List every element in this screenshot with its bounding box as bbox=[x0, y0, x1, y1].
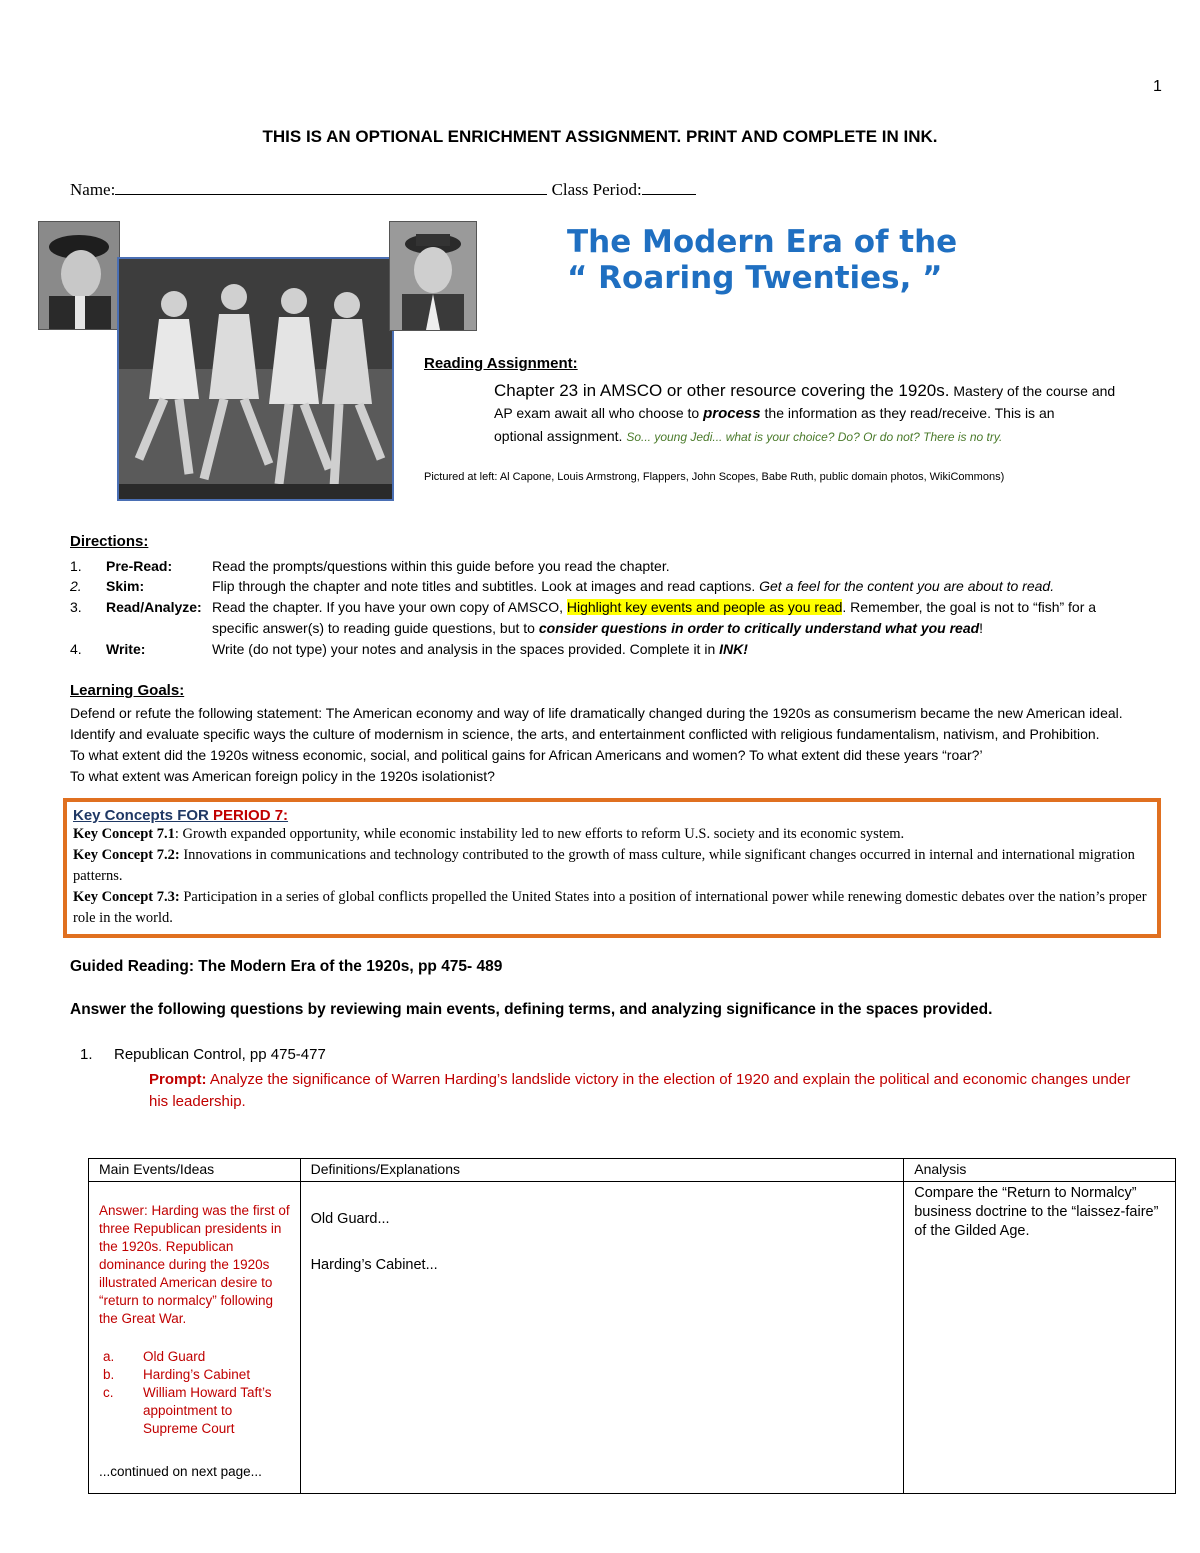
learning-goals-list bbox=[70, 703, 1170, 787]
key-concept-text: Innovations in communications and technology contributed to the growth of mass culture, while significant changes occurred in internal and international migration patterns. bbox=[73, 847, 1135, 884]
direction-item bbox=[70, 556, 1170, 577]
title bbox=[567, 224, 957, 296]
direction-key: Skim: bbox=[106, 578, 145, 594]
answer-instructions: Answer the following questions by reviewing main events, defining terms, and analyzing significance in the spaces provided. bbox=[70, 1001, 993, 1018]
reading-assignment-label: Reading Assignment: bbox=[424, 355, 578, 372]
reading-line2b: the information as they read/receive. This is an bbox=[760, 405, 1055, 421]
answer-text: Answer: Harding was the first of three Republican presidents in the 1920s. Republican dominance during the 1920s illustrated American desire to “return to normalcy” following the Great War. bbox=[99, 1203, 290, 1326]
definitions-cell[interactable] bbox=[300, 1182, 904, 1494]
learning-goal: To what extent did the 1920s witness economic, social, and political gains for African Americans and women? To what extent did these years “roar?’ bbox=[70, 747, 983, 763]
subitem-list bbox=[99, 1348, 290, 1438]
title-line1: The Modern Era of the bbox=[567, 224, 958, 260]
title-line2: “ Roaring Twenties, ” bbox=[567, 260, 943, 296]
direction-key: Read/Analyze: bbox=[106, 599, 202, 615]
direction-item bbox=[70, 597, 1170, 639]
key-concepts-box bbox=[63, 798, 1161, 938]
key-concept-label: Key Concept 7.1 bbox=[73, 826, 175, 842]
direction-key: Write: bbox=[106, 641, 146, 657]
reading-process: process bbox=[703, 405, 761, 422]
question-number: 1. bbox=[80, 1046, 93, 1063]
subitem-text: Harding’s Cabinet bbox=[143, 1367, 251, 1382]
class-period-label: Class Period: bbox=[551, 180, 642, 199]
highlighted-text: Highlight key events and people as you read bbox=[566, 599, 843, 615]
key-concept-text: : Growth expanded opportunity, while economic instability led to new efforts to reform U.S. society and its economic system. bbox=[174, 826, 905, 842]
direction-num: 3. bbox=[70, 599, 82, 615]
question-title: Republican Control, pp 475-477 bbox=[114, 1046, 326, 1063]
direction-text-c: specific answer(s) to reading guide questions, but to bbox=[212, 620, 539, 636]
definition-old-guard: Old Guard... bbox=[310, 1211, 390, 1227]
reading-assignment-text bbox=[494, 380, 1174, 448]
direction-item bbox=[70, 639, 1170, 660]
learning-goal: To what extent was American foreign policy in the 1920s isolationist? bbox=[70, 768, 495, 784]
subitem bbox=[99, 1366, 290, 1384]
direction-text-a: Read the chapter. If you have your own copy of AMSCO, bbox=[212, 599, 567, 615]
definition-hardings-cabinet: Harding’s Cabinet... bbox=[310, 1257, 438, 1273]
header-definitions: Definitions/Explanations bbox=[300, 1159, 904, 1182]
directions-heading: Directions: bbox=[70, 533, 149, 550]
learning-goal: Defend or refute the following statement: The American economy and way of life dramatically changed during the 1920s as consumerism became the new American ideal. bbox=[70, 705, 1123, 721]
subitem bbox=[99, 1384, 290, 1438]
guided-reading-title: Guided Reading: The Modern Era of the 1920s, pp 475- 489 bbox=[70, 958, 503, 975]
scopes-photo bbox=[389, 221, 477, 331]
direction-text bbox=[212, 597, 1152, 639]
direction-key: Pre-Read: bbox=[106, 558, 173, 574]
question-1-title bbox=[80, 1046, 326, 1063]
direction-text-main: Write (do not type) your notes and analysis in the spaces provided. Complete it in bbox=[212, 641, 720, 657]
direction-text-b: . Remember, the goal is not to “fish” for a bbox=[842, 599, 1097, 615]
subitem-text: Old Guard bbox=[143, 1349, 206, 1364]
class-period-blank[interactable] bbox=[642, 178, 696, 195]
header-analysis: Analysis bbox=[904, 1159, 1176, 1182]
reading-line2a: AP exam await all who choose to bbox=[494, 405, 704, 421]
capone-photo bbox=[38, 221, 120, 330]
key-concepts-title bbox=[73, 807, 1151, 824]
key-concepts-period: PERIOD 7: bbox=[213, 807, 289, 824]
notes-table bbox=[88, 1158, 1176, 1494]
subitem-letter: c. bbox=[103, 1385, 114, 1400]
reading-line1a: Chapter 23 in AMSCO or other resource covering the 1920s. bbox=[494, 381, 950, 400]
direction-text-emphasis: consider questions in order to critically understand what you read bbox=[538, 620, 980, 636]
continued-note: ...continued on next page... bbox=[99, 1464, 262, 1479]
jedi-quote: So... young Jedi... what is your choice? Do? Or do not? There is no try. bbox=[626, 430, 1003, 444]
prompt-label: Prompt: bbox=[149, 1071, 207, 1088]
direction-text: Read the prompts/questions within this guide before you read the chapter. bbox=[212, 558, 670, 574]
direction-text-italic: Get a feel for the content you are about to read. bbox=[755, 578, 1055, 594]
key-concept-label: Key Concept 7.2: bbox=[73, 847, 180, 863]
reading-line1b: Mastery of the course and bbox=[949, 383, 1116, 399]
direction-num: 4. bbox=[70, 641, 82, 657]
header-main-events: Main Events/Ideas bbox=[89, 1159, 301, 1182]
photo-caption: Pictured at left: Al Capone, Louis Armstrong, Flappers, John Scopes, Babe Ruth, public domain photos, WikiCommons) bbox=[424, 471, 1005, 483]
main-events-cell[interactable] bbox=[89, 1182, 301, 1494]
ink-emphasis: INK! bbox=[719, 641, 748, 657]
learning-goal: Identify and evaluate specific ways the culture of modernism in science, the arts, and entertainment conflicted with religious fundamentalism, nativism, and Prohibition. bbox=[70, 726, 1100, 742]
analysis-cell[interactable] bbox=[904, 1182, 1176, 1494]
question-1-prompt bbox=[149, 1069, 1149, 1113]
analysis-prompt: Compare the “Return to Normalcy” business doctrine to the “laissez-faire” of the Gilded Age. bbox=[914, 1185, 1159, 1239]
prompt-text: Analyze the significance of Warren Harding’s landslide victory in the election of 1920 and explain the political and economic changes under his leadership. bbox=[149, 1071, 1131, 1110]
subitem bbox=[99, 1348, 290, 1366]
subitem-letter: b. bbox=[103, 1367, 115, 1382]
key-concept-label: Key Concept 7.3: bbox=[73, 889, 180, 905]
page-number: 1 bbox=[1153, 78, 1162, 95]
reading-line3a: optional assignment. bbox=[494, 428, 627, 444]
direction-text bbox=[212, 576, 1152, 597]
subitem-letter: a. bbox=[103, 1349, 115, 1364]
key-concepts-title-a: Key Concepts FOR bbox=[73, 807, 214, 824]
key-concept bbox=[73, 845, 1151, 887]
direction-num: 1. bbox=[70, 558, 82, 574]
subitem-text: William Howard Taft’s appointment to Supreme Court bbox=[143, 1385, 272, 1436]
name-label: Name: bbox=[70, 180, 116, 199]
key-concept-text: Participation in a series of global conflicts propelled the United States into a position of international power while renewing domestic debates over the nation’s proper role in the world. bbox=[73, 889, 1147, 926]
name-row bbox=[70, 178, 696, 200]
direction-num: 2. bbox=[70, 578, 82, 594]
direction-text-main: Flip through the chapter and note titles and subtitles. Look at images and read captions. bbox=[212, 578, 756, 594]
direction-item bbox=[70, 576, 1170, 597]
key-concept bbox=[73, 887, 1151, 929]
name-blank[interactable] bbox=[115, 178, 547, 195]
direction-text-d: ! bbox=[979, 620, 984, 636]
assignment-header: THIS IS AN OPTIONAL ENRICHMENT ASSIGNMENT. PRINT AND COMPLETE IN INK. bbox=[262, 127, 938, 146]
direction-text bbox=[212, 639, 1152, 660]
learning-goals-heading: Learning Goals: bbox=[70, 682, 185, 699]
key-concept bbox=[73, 824, 1151, 845]
flappers-photo bbox=[117, 257, 394, 501]
